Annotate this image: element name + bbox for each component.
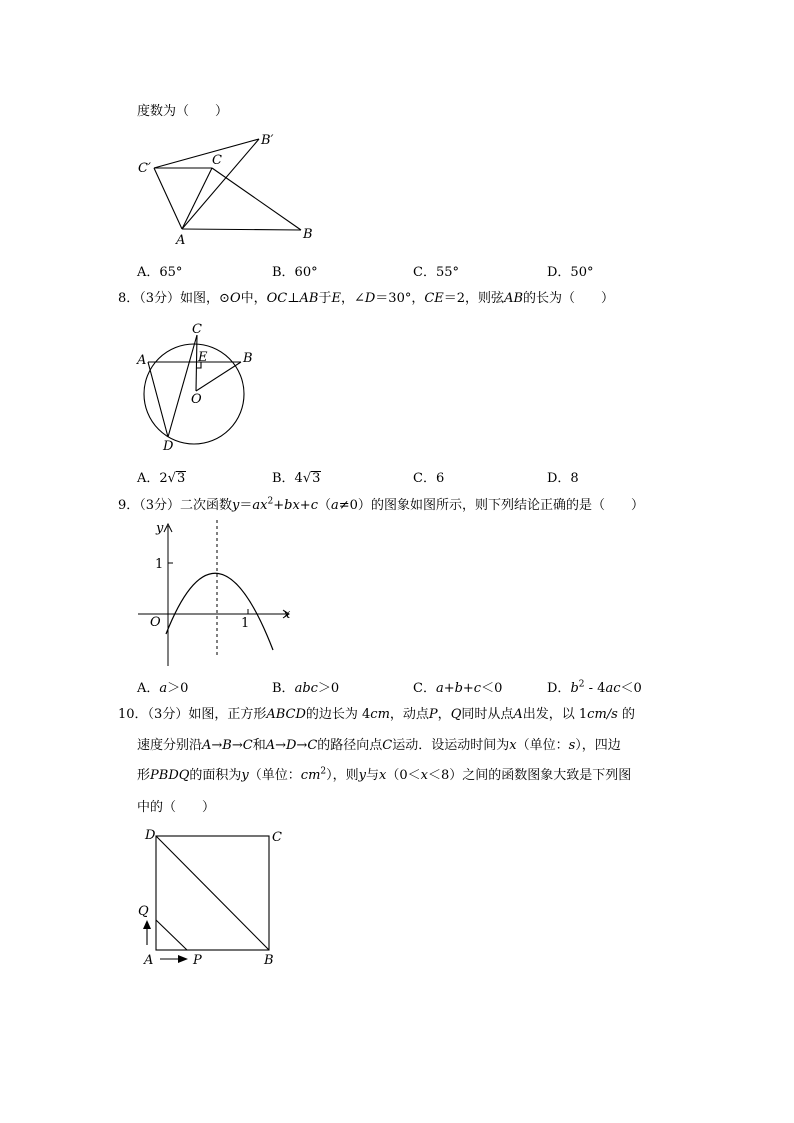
- label-c-prime: C′: [138, 161, 151, 176]
- label-q: Q: [138, 904, 149, 919]
- q7-option-c: C．55°: [413, 265, 459, 280]
- q7-option-d: D．50°: [547, 265, 594, 280]
- label-one-y: 1: [155, 557, 164, 572]
- label-one-x: 1: [241, 616, 250, 631]
- q8-figure: [130, 318, 270, 458]
- q9-stem: 9．（3分）二次函数$y=ax^2+bx+c(a\ne 0)$的图象如图所示，则下列结论正确的是（ ）: [118, 496, 644, 513]
- label-d: D: [163, 439, 174, 454]
- q9-option-c: C．a+b+c＜0: [413, 681, 503, 696]
- q7-stem-tail: 度数为（ ）: [137, 104, 229, 119]
- label-b: B: [264, 953, 274, 968]
- q8-option-a: A．2√3: [137, 471, 186, 486]
- label-b-prime: B′: [261, 133, 274, 148]
- label-y: y: [156, 521, 164, 536]
- label-a: A: [137, 353, 147, 368]
- label-p: P: [193, 953, 202, 968]
- q9-figure: [130, 520, 305, 670]
- q9-option-a: A．a＞0: [137, 681, 189, 696]
- q8-stem: 8．（3分）如图，⊙O中，OC⊥AB于E，∠D＝30°，CE＝2，则弦AB的长为（ ）: [118, 291, 615, 306]
- q10-stem-line2: 速度分别沿A→B→C和A→D→C的路径向点C运动．设运动时间为x（单位：s），四边: [137, 738, 621, 753]
- q9-option-b: B．abc＞0: [272, 681, 340, 696]
- q10-stem-line1: 10．（3分）如图，正方形ABCD的边长为 4cm，动点P，Q同时从点A出发，以 1cm/s 的: [118, 707, 635, 722]
- label-c: C: [212, 153, 222, 168]
- q10-figure: [130, 825, 290, 975]
- q9-option-d: D．$b^2 - 4ac<0$: [547, 679, 642, 696]
- q10-stem-line3: 形PBDQ的面积为y（单位：$cm^2$），则y与x（0＜x＜8）之间的函数图象大致是下列图: [137, 766, 632, 783]
- q7-option-b: B．60°: [272, 265, 318, 280]
- label-d: D: [145, 828, 156, 843]
- label-x: x: [283, 607, 291, 622]
- label-a: A: [176, 233, 186, 248]
- label-b: B: [243, 351, 253, 366]
- q8-option-b: B．4√3: [272, 471, 321, 486]
- label-o: O: [191, 392, 202, 407]
- q7-option-a: A．65°: [137, 265, 183, 280]
- label-o: O: [150, 615, 161, 630]
- label-b: B: [303, 227, 313, 242]
- label-c: C: [272, 830, 282, 845]
- label-e: E: [198, 350, 208, 365]
- label-a: A: [144, 953, 154, 968]
- q8-option-c: C．6: [413, 471, 445, 486]
- q8-option-d: D．8: [547, 471, 579, 486]
- label-c: C: [192, 322, 202, 337]
- q7-figure: [130, 125, 330, 250]
- q10-stem-line4: 中的（ ）: [137, 800, 216, 815]
